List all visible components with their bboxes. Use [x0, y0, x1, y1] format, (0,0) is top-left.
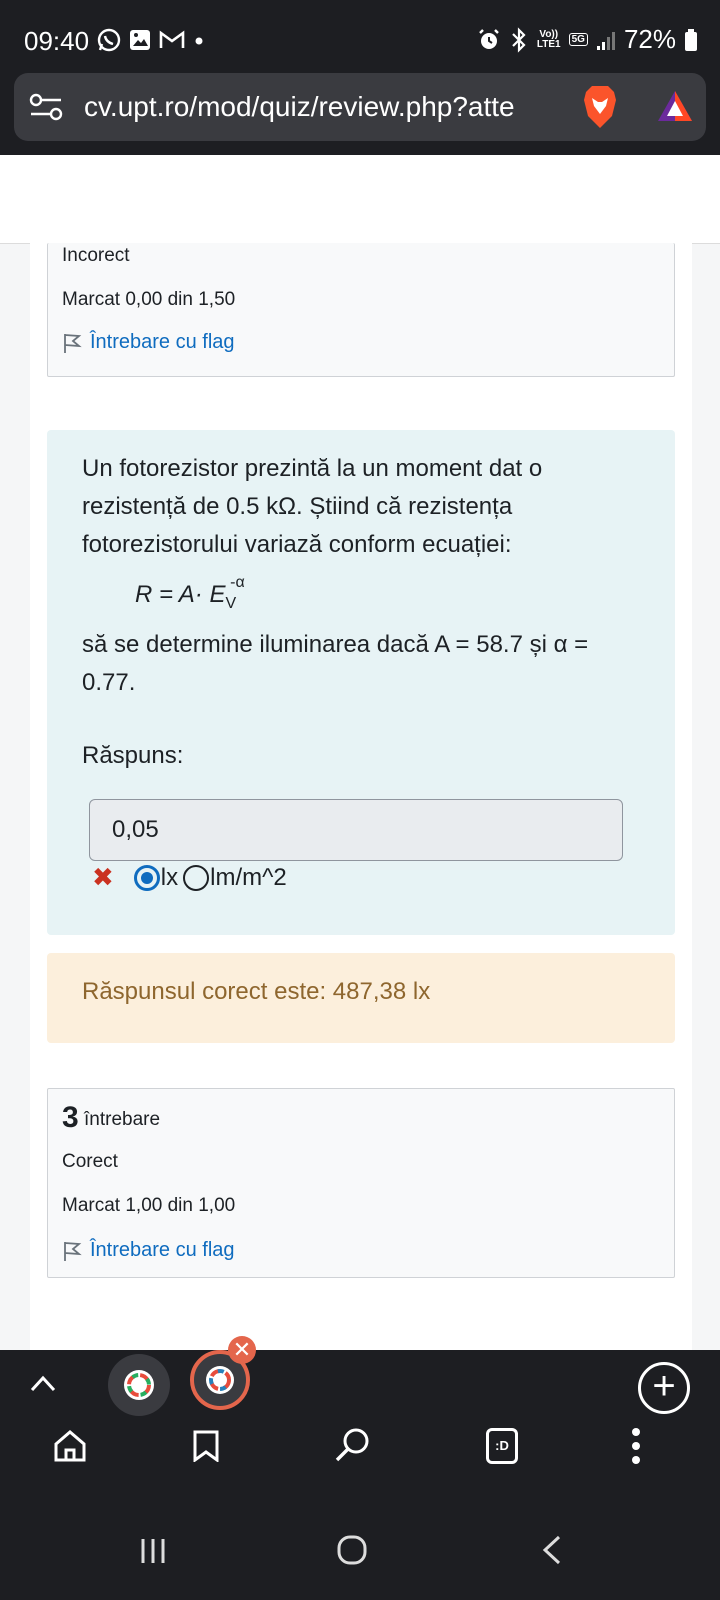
gmail-icon [158, 28, 186, 52]
close-tab-button[interactable]: ✕ [228, 1336, 256, 1364]
whatsapp-icon [96, 27, 122, 53]
home-icon[interactable] [52, 1428, 88, 1464]
dot-icon [192, 28, 206, 52]
bookmark-icon[interactable] [192, 1430, 220, 1462]
answer-label: Răspuns: [82, 742, 184, 769]
question-state: Corect [62, 1151, 118, 1172]
tab-strip [0, 1337, 720, 1420]
browser-toolbar [0, 1420, 720, 1510]
signal-icon [596, 28, 616, 52]
more-options-icon[interactable] [628, 1426, 644, 1466]
flag-question-link[interactable] [62, 331, 235, 354]
system-navigation [0, 1510, 720, 1600]
url-text[interactable]: cv.upt.ro/mod/quiz/review.php?atte [84, 91, 515, 122]
web-content [0, 155, 720, 1350]
question-state: Incorect [62, 245, 130, 266]
network-volte: Vo)) LTE1 [536, 28, 561, 50]
question-number: 3 [62, 1101, 79, 1134]
question-grade: Marcat 1,00 din 1,00 [62, 1195, 236, 1216]
correct-answer-box [47, 953, 675, 1043]
clock: 09:40 [24, 26, 90, 56]
notification-icons [96, 27, 206, 53]
new-tab-button[interactable]: + [638, 1362, 690, 1414]
flag-label[interactable]: Întrebare cu flag [90, 331, 235, 353]
question-text-continued: să se determine iluminarea dacă A = 58.7 și α = 0.77. [82, 631, 589, 696]
brave-shields-icon[interactable] [580, 84, 620, 130]
battery-percent: 72% [623, 24, 676, 54]
question-text: Un fotorezistor prezintă la un moment dat o rezistență de 0.5 kΩ. Știind că rezistența fotorezistorului variază conform ecuației: [82, 455, 543, 558]
unit-radio-lm-m2[interactable] [183, 865, 209, 891]
bluetooth-icon [509, 27, 529, 53]
question-text-box [47, 430, 675, 935]
flag-question-link[interactable] [62, 1239, 235, 1262]
home-nav-icon[interactable] [336, 1534, 368, 1566]
flag-icon [62, 332, 82, 354]
question-info-previous [47, 243, 675, 377]
system-indicators [477, 24, 698, 55]
alarm-icon [477, 28, 501, 52]
answer-input[interactable]: 0,05 [89, 799, 623, 861]
incorrect-icon: ✖ [92, 862, 114, 892]
question-word: întrebare [84, 1109, 161, 1130]
unit-label-lm-m2[interactable]: lm/m^2 [210, 863, 287, 891]
brave-rewards-icon[interactable] [656, 89, 694, 123]
battery-icon [684, 28, 698, 52]
formula-superscript: -α [230, 574, 245, 591]
back-icon[interactable] [540, 1534, 564, 1566]
tabs-counter-button[interactable]: :D [486, 1428, 518, 1464]
unit-label-lx[interactable]: lx [160, 863, 179, 891]
question-info-next [47, 1088, 675, 1278]
formula [135, 574, 245, 613]
unit-selector [92, 862, 287, 893]
network-5g: 5G [569, 33, 588, 46]
flag-icon [62, 1240, 82, 1262]
site-settings-icon[interactable] [28, 91, 64, 123]
flag-label[interactable]: Întrebare cu flag [90, 1239, 235, 1261]
address-bar[interactable] [14, 73, 706, 141]
gallery-icon [128, 28, 152, 52]
formula-subscript: V [225, 594, 237, 612]
unit-radio-lx[interactable] [134, 865, 160, 891]
question-grade: Marcat 0,00 din 1,50 [62, 289, 236, 310]
formula-lhs: R = A· E [135, 581, 226, 608]
search-icon[interactable] [334, 1426, 372, 1464]
correct-answer-text: Răspunsul corect este: 487,38 lx [82, 978, 431, 1005]
recent-apps-icon[interactable] [138, 1536, 168, 1566]
tab-thumbnail[interactable] [108, 1354, 170, 1416]
tab-favicon-icon [108, 1354, 170, 1416]
status-bar [0, 0, 720, 74]
chevron-up-icon[interactable] [28, 1368, 58, 1398]
